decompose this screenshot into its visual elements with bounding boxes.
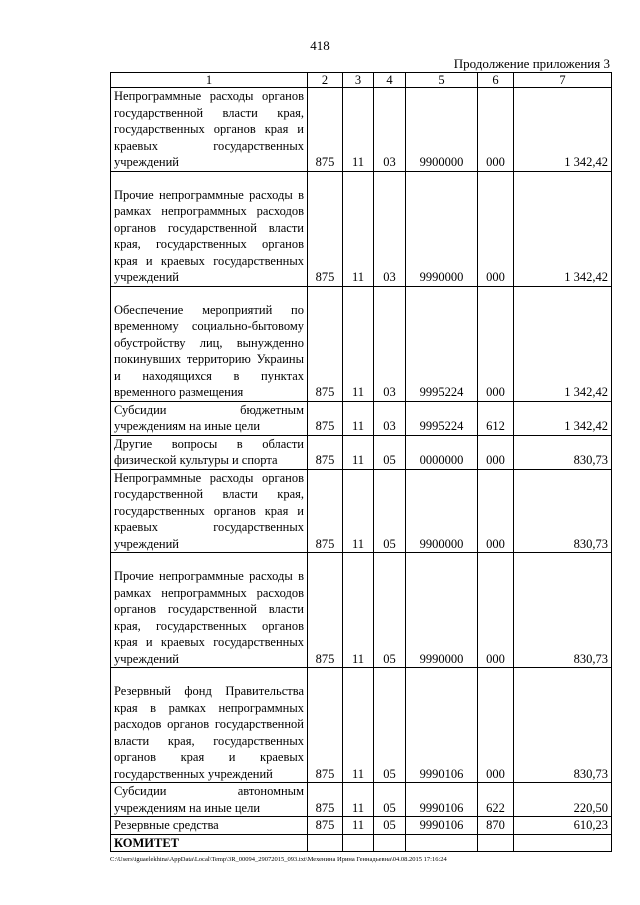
cell-item-name: Прочие непрограммные расходы в рамках непрограммных расходов органов государственной власти края, государственных органов края и краевых государственных учреждений [111, 553, 308, 668]
cell-subsection-code: 05 [374, 435, 406, 469]
cell-item-name: Прочие непрограммные расходы в рамках непрограммных расходов органов государственной власти края, государственных органов края и краевых государственных учреждений [111, 171, 308, 286]
table-row [111, 834, 612, 852]
cell-admin-code [308, 834, 343, 852]
cell-subsection-code: 05 [374, 469, 406, 553]
cell-item-name: КОМИТЕТ [111, 834, 308, 852]
cell-amount: 1 342,42 [514, 286, 612, 401]
cell-admin-code: 875 [308, 469, 343, 553]
cell-target-code: 9900000 [406, 88, 478, 172]
cell-expense-type-code: 000 [478, 88, 514, 172]
continuation-label: Продолжение приложения 3 [453, 56, 610, 71]
cell-section-code: 11 [343, 553, 374, 668]
table-row [111, 401, 612, 435]
column-header: 4 [374, 73, 406, 88]
column-header: 2 [308, 73, 343, 88]
cell-target-code: 9995224 [406, 401, 478, 435]
cell-target-code: 9900000 [406, 469, 478, 553]
cell-amount: 830,73 [514, 668, 612, 783]
cell-section-code: 11 [343, 401, 374, 435]
file-path-footer: C:\Users\iguaelekhina\AppData\Local\Temp\3R_00094_29072015_093.txt\Мехенина Ирина Геннадьевна\04.08.2015 17:16:24 [110, 856, 447, 863]
cell-target-code: 9990000 [406, 171, 478, 286]
cell-section-code: 11 [343, 469, 374, 553]
cell-admin-code: 875 [308, 171, 343, 286]
page-number: 418 [310, 38, 330, 53]
cell-item-name: Резервный фонд Правительства края в рамках непрограммных расходов органов государственной власти края, государственных органов края и краевых государственных учреждений [111, 668, 308, 783]
cell-section-code: 11 [343, 88, 374, 172]
cell-amount: 830,73 [514, 469, 612, 553]
cell-section-code: 11 [343, 435, 374, 469]
cell-target-code: 9990106 [406, 783, 478, 817]
table-row [111, 286, 612, 401]
cell-amount: 1 342,42 [514, 88, 612, 172]
cell-section-code: 11 [343, 286, 374, 401]
table-row [111, 817, 612, 835]
cell-expense-type-code [478, 834, 514, 852]
cell-subsection-code: 03 [374, 286, 406, 401]
cell-expense-type-code: 622 [478, 783, 514, 817]
table-row [111, 171, 612, 286]
cell-amount: 220,50 [514, 783, 612, 817]
cell-expense-type-code: 000 [478, 668, 514, 783]
table-row [111, 469, 612, 553]
cell-section-code: 11 [343, 783, 374, 817]
table-header-row [111, 73, 612, 88]
cell-subsection-code: 03 [374, 171, 406, 286]
cell-amount: 830,73 [514, 435, 612, 469]
column-header: 3 [343, 73, 374, 88]
cell-amount: 1 342,42 [514, 401, 612, 435]
table-row [111, 553, 612, 668]
cell-subsection-code: 05 [374, 817, 406, 835]
cell-item-name: Непрограммные расходы органов государственной власти края, государственных органов края и краевых государственных учреждений [111, 88, 308, 172]
cell-item-name: Другие вопросы в области физической культуры и спорта [111, 435, 308, 469]
cell-subsection-code [374, 834, 406, 852]
cell-admin-code: 875 [308, 553, 343, 668]
cell-target-code: 0000000 [406, 435, 478, 469]
cell-target-code: 9990000 [406, 553, 478, 668]
cell-target-code: 9990106 [406, 668, 478, 783]
cell-subsection-code: 03 [374, 401, 406, 435]
budget-table [110, 72, 612, 852]
cell-admin-code: 875 [308, 286, 343, 401]
cell-amount: 1 342,42 [514, 171, 612, 286]
column-header: 6 [478, 73, 514, 88]
cell-item-name: Резервные средства [111, 817, 308, 835]
cell-admin-code: 875 [308, 401, 343, 435]
cell-admin-code: 875 [308, 435, 343, 469]
cell-expense-type-code: 000 [478, 171, 514, 286]
cell-target-code [406, 834, 478, 852]
cell-expense-type-code: 000 [478, 286, 514, 401]
table-body [111, 88, 612, 852]
cell-admin-code: 875 [308, 88, 343, 172]
cell-expense-type-code: 000 [478, 435, 514, 469]
column-header: 7 [514, 73, 612, 88]
cell-item-name: Субсидии бюджетным учреждениям на иные цели [111, 401, 308, 435]
cell-expense-type-code: 000 [478, 469, 514, 553]
cell-item-name: Субсидии автономным учреждениям на иные цели [111, 783, 308, 817]
cell-item-name: Непрограммные расходы органов государственной власти края, государственных органов края и краевых государственных учреждений [111, 469, 308, 553]
cell-target-code: 9995224 [406, 286, 478, 401]
cell-section-code: 11 [343, 668, 374, 783]
cell-target-code: 9990106 [406, 817, 478, 835]
cell-section-code [343, 834, 374, 852]
cell-section-code: 11 [343, 817, 374, 835]
cell-item-name: Обеспечение мероприятий по временному социально-бытовому обустройству лиц, вынужденно покинувших территорию Украины и находящихся в пунктах временного размещения [111, 286, 308, 401]
cell-subsection-code: 03 [374, 88, 406, 172]
cell-subsection-code: 05 [374, 783, 406, 817]
cell-subsection-code: 05 [374, 553, 406, 668]
table-row [111, 435, 612, 469]
cell-admin-code: 875 [308, 668, 343, 783]
table-row [111, 783, 612, 817]
cell-amount [514, 834, 612, 852]
table-row [111, 668, 612, 783]
cell-admin-code: 875 [308, 783, 343, 817]
column-header: 5 [406, 73, 478, 88]
cell-expense-type-code: 000 [478, 553, 514, 668]
cell-admin-code: 875 [308, 817, 343, 835]
table-row [111, 88, 612, 172]
column-header: 1 [111, 73, 308, 88]
cell-section-code: 11 [343, 171, 374, 286]
cell-expense-type-code: 870 [478, 817, 514, 835]
cell-amount: 830,73 [514, 553, 612, 668]
cell-expense-type-code: 612 [478, 401, 514, 435]
cell-subsection-code: 05 [374, 668, 406, 783]
cell-amount: 610,23 [514, 817, 612, 835]
